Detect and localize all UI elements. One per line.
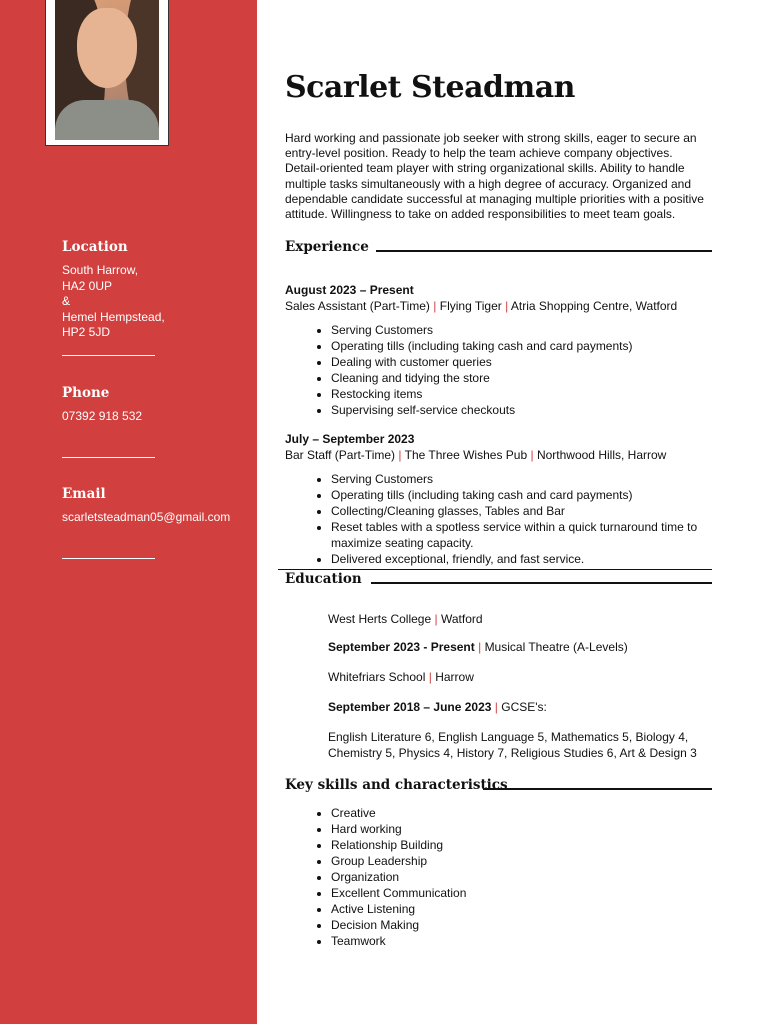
profile-photo	[55, 0, 159, 140]
skills-rule	[483, 788, 712, 790]
list-item: • Restocking items	[331, 386, 741, 402]
sidebar-divider	[62, 457, 155, 458]
email-heading: Email	[62, 486, 106, 502]
list-item: • Group Leadership	[331, 853, 741, 869]
list-item: • Operating tills (including taking cash and card payments)	[331, 338, 741, 354]
education-heading: Education	[285, 571, 362, 587]
phone-section	[62, 385, 242, 425]
job-title: Sales Assistant (Part-Time) | Flying Tiger | Atria Shopping Centre, Watford	[285, 299, 678, 313]
experience-rule	[376, 250, 712, 252]
list-item: • Reset tables with a spotless service within a quick turnaround time to maximize seating capacity.	[331, 519, 701, 551]
job-duties-list	[285, 471, 701, 567]
list-item: • Teamwork	[331, 933, 741, 949]
list-item: • Delivered exceptional, friendly, and fast service.	[331, 551, 701, 567]
list-item: • Serving Customers	[331, 471, 701, 487]
list-item: • Decision Making	[331, 917, 741, 933]
sidebar	[0, 0, 257, 1024]
list-item: • Creative	[331, 805, 741, 821]
job-date: August 2023 – Present	[285, 283, 414, 297]
list-item: • Relationship Building	[331, 837, 741, 853]
education-course: September 2023 - Present | Musical Theatre (A-Levels)	[328, 640, 628, 654]
phone-heading: Phone	[62, 385, 110, 401]
gcse-grades: English Literature 6, English Language 5, Mathematics 5, Biology 4, Chemistry 5, Physics 4, History 7, Religious Studies 6, Art & Design 3	[328, 730, 697, 760]
list-item: • Operating tills (including taking cash and card payments)	[331, 487, 701, 503]
sidebar-divider	[62, 558, 155, 559]
list-item: • Cleaning and tidying the store	[331, 370, 741, 386]
job-title: Bar Staff (Part-Time) | The Three Wishes Pub | Northwood Hills, Harrow	[285, 448, 667, 462]
location-heading: Location	[62, 239, 128, 255]
location-text: South Harrow, HA2 0UP & Hemel Hempstead, HP2 5JD	[62, 263, 165, 339]
list-item: • Hard working	[331, 821, 741, 837]
section-divider	[278, 569, 712, 570]
job-date: July – September 2023	[285, 432, 415, 446]
profile-summary: Hard working and passionate job seeker with strong skills, eager to secure an entry-level position. Ready to help the team achieve company objectives. Detail-oriented team player with string organizational skills. Ability to handle multiple tasks simultaneously with a high degree of accuracy. Organized and dependable candidate successful at managing multiple priorities with a positive attitude. Willingness to take on added responsibilities to meet team goals.	[285, 131, 704, 222]
sidebar-divider	[62, 355, 155, 356]
location-section	[62, 239, 242, 341]
list-item: • Excellent Communication	[331, 885, 741, 901]
education-school: West Herts College | Watford	[328, 612, 483, 626]
list-item: • Organization	[331, 869, 741, 885]
list-item: • Active Listening	[331, 901, 741, 917]
education-course: September 2018 – June 2023 | GCSE's:	[328, 700, 547, 714]
email-section	[62, 486, 242, 526]
education-rule	[371, 582, 712, 584]
job-duties-list	[285, 322, 741, 418]
profile-photo-frame	[45, 0, 169, 146]
list-item: • Serving Customers	[331, 322, 741, 338]
skills-heading: Key skills and characteristics	[285, 777, 508, 793]
phone-number[interactable]: 07392 918 532	[62, 409, 143, 423]
list-item: • Collecting/Cleaning glasses, Tables and Bar	[331, 503, 701, 519]
list-item: • Dealing with customer queries	[331, 354, 741, 370]
list-item: • Supervising self-service checkouts	[331, 402, 741, 418]
experience-heading: Experience	[285, 239, 369, 255]
education-school: Whitefriars School | Harrow	[328, 670, 474, 684]
email-address[interactable]: scarletsteadman05@gmail.com	[62, 510, 231, 524]
skills-list	[285, 805, 741, 949]
candidate-name: Scarlet Steadman	[285, 70, 575, 105]
